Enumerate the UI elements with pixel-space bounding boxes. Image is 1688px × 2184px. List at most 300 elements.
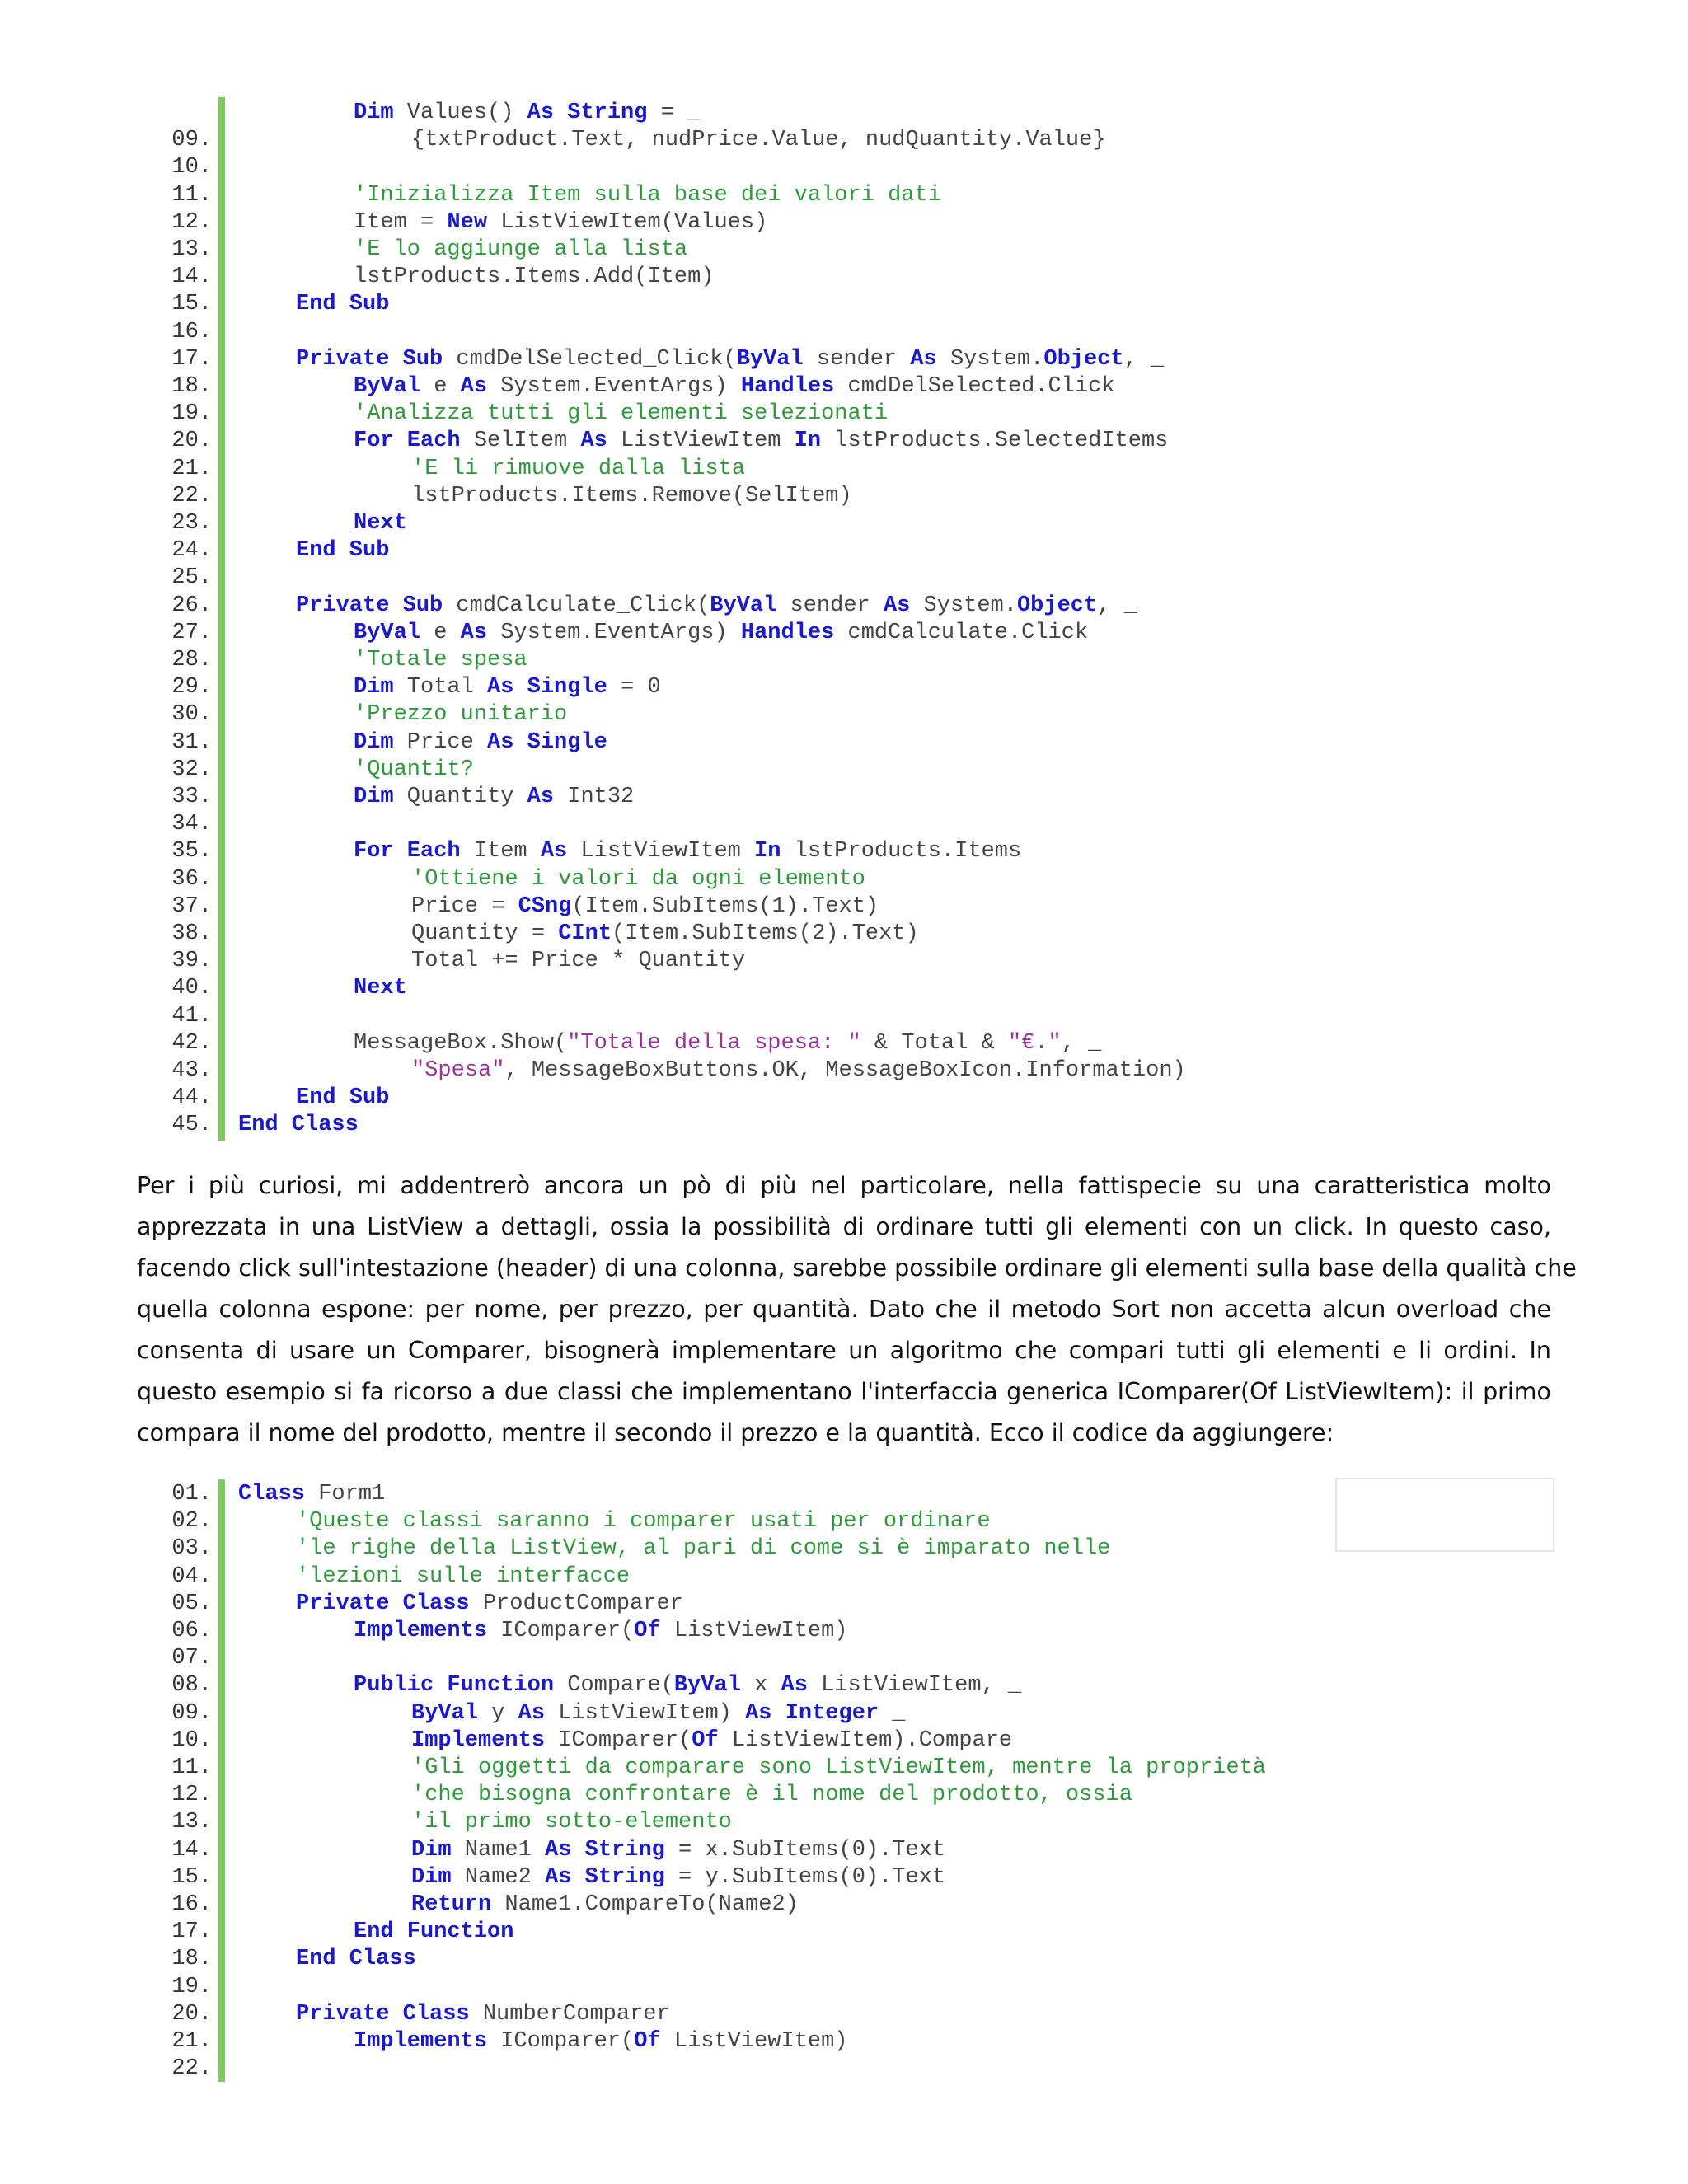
code-token: IComparer(: [487, 2029, 635, 2054]
code-keyword: Next: [354, 511, 407, 536]
code-keyword: End Function: [354, 1919, 514, 1945]
code-text: [354, 237, 687, 264]
line-number: 13.: [171, 237, 212, 262]
code-line: [0, 1563, 1688, 1591]
line-number: 05.: [171, 1591, 212, 1616]
code-text: [411, 1700, 906, 1727]
code-token: MessageBox.Show(: [354, 1030, 568, 1056]
code-token: ListViewItem(Values): [487, 209, 768, 235]
code-line: [0, 975, 1688, 1002]
code-token: Compare(: [554, 1673, 674, 1699]
line-number: 11.: [171, 1755, 212, 1780]
code-token: lstProducts.Items.Add(Item): [354, 265, 715, 290]
code-line: [0, 456, 1688, 483]
code-text: [296, 537, 389, 565]
code-line: [0, 1672, 1688, 1699]
code-keyword: As: [781, 1673, 808, 1699]
line-number: 13.: [171, 1810, 212, 1835]
code-keyword: New: [447, 209, 488, 235]
code-text: [354, 975, 407, 1002]
code-token: , MessageBoxButtons.OK, MessageBoxIcon.Information): [504, 1058, 1186, 1083]
line-number: 01.: [171, 1482, 212, 1507]
code-token: System.EventArgs): [487, 374, 741, 399]
code-line: [0, 1112, 1688, 1139]
paragraph-line: Per i più curiosi, mi addentrerò ancora un pò di più nel particolare, nella fattispecie su una caratteristica molto: [137, 1172, 1551, 1199]
line-number: 18.: [171, 1947, 212, 1972]
code-token: Name1: [451, 1837, 546, 1863]
code-keyword: Implements: [354, 1619, 488, 1643]
code-comment: 'che bisogna confrontare è il nome del prodotto, ossia: [411, 1783, 1132, 1808]
code-text: [354, 729, 607, 757]
code-keyword: Dim: [354, 101, 394, 125]
code-token: , _: [1061, 1030, 1102, 1056]
code-token: Item: [460, 839, 541, 865]
line-number: 16.: [171, 319, 212, 344]
code-token: IComparer(: [545, 1727, 692, 1753]
line-number: 03.: [171, 1536, 212, 1562]
code-token: = x.SubItems(0).Text: [664, 1837, 946, 1863]
code-comment: 'Ottiene i valori da ogni elemento: [411, 866, 865, 892]
code-keyword: Dim: [354, 785, 394, 809]
line-number: 09.: [171, 128, 212, 153]
code-keyword: Of: [634, 2029, 661, 2054]
code-token: Quantity: [393, 785, 528, 809]
code-keyword: Dim: [354, 729, 394, 755]
code-text: [354, 701, 567, 729]
code-text: [354, 674, 661, 701]
code-keyword: CInt: [558, 921, 612, 946]
line-number: 34.: [171, 812, 212, 837]
paragraph-line: apprezzata in una ListView a dettagli, ossia la possibilità di ordinare tutti gli elementi con un click. In questo caso,: [137, 1213, 1551, 1240]
line-number: 14.: [171, 265, 212, 290]
code-keyword: Private Sub: [296, 346, 443, 372]
code-token: cmdCalculate.Click: [834, 620, 1089, 645]
code-text: [411, 1057, 1186, 1085]
code-keyword: As: [540, 839, 568, 865]
code-token: = _: [647, 101, 701, 125]
code-line: [0, 1700, 1688, 1727]
code-line: [0, 729, 1688, 757]
code-keyword: Single: [527, 729, 607, 755]
code-line: [0, 1974, 1688, 2001]
code-token: Quantity =: [411, 921, 559, 946]
code-line: [0, 2055, 1688, 2083]
code-line: [0, 1591, 1688, 1618]
code-text: [411, 1782, 1132, 1809]
code-token: ListViewItem, _: [807, 1673, 1022, 1699]
line-number: 25.: [171, 565, 212, 591]
code-token: [513, 675, 527, 700]
code-token: Values(): [393, 101, 528, 125]
code-keyword: Dim: [411, 1864, 452, 1890]
line-number: 22.: [171, 2056, 212, 2082]
code-line: [0, 346, 1688, 373]
code-token: [771, 1701, 785, 1726]
code-keyword: Object: [1016, 593, 1098, 618]
code-keyword: As: [580, 429, 607, 454]
code-token: System.: [936, 346, 1044, 372]
code-text: [296, 1563, 630, 1591]
line-number: 20.: [171, 429, 212, 454]
code-text: [296, 291, 389, 318]
line-number: 19.: [171, 1974, 212, 1999]
code-line: [0, 100, 1688, 127]
line-number: 42.: [171, 1030, 212, 1056]
code-line: [0, 1919, 1688, 1946]
code-text: [354, 1672, 1021, 1699]
line-number: 24.: [171, 538, 212, 564]
line-number: 11.: [171, 182, 212, 208]
code-text: [411, 1809, 732, 1836]
code-text: [354, 838, 1021, 865]
code-token: lstProducts.Items: [781, 839, 1022, 865]
code-line: [0, 537, 1688, 565]
code-text: [411, 893, 879, 921]
line-number: 17.: [171, 1919, 212, 1945]
code-token: ListViewItem: [607, 429, 795, 454]
line-number: 40.: [171, 976, 212, 1001]
code-line: [0, 154, 1688, 181]
code-keyword: As: [883, 593, 911, 618]
code-text: [411, 127, 1106, 154]
code-keyword: CSng: [518, 893, 572, 919]
code-token: [513, 730, 527, 755]
line-number: 45.: [171, 1113, 212, 1138]
line-number: 35.: [171, 839, 212, 865]
code-keyword: String: [584, 1837, 665, 1863]
code-comment: 'Prezzo unitario: [354, 702, 568, 728]
line-number: 04.: [171, 1563, 212, 1589]
line-number: 16.: [171, 1892, 212, 1917]
code-line: [0, 2001, 1688, 2028]
line-number: 10.: [171, 155, 212, 180]
code-text: [354, 373, 1115, 401]
code-keyword: As: [910, 346, 937, 372]
code-text: [296, 2001, 670, 2028]
code-token: sender: [776, 593, 884, 618]
code-keyword: Handles: [740, 374, 835, 399]
code-keyword: Dim: [354, 675, 394, 701]
code-line: [0, 647, 1688, 674]
code-token: lstProducts.SelectedItems: [821, 429, 1169, 454]
code-token: _: [879, 1700, 906, 1726]
code-text: [354, 182, 941, 209]
code-line: [0, 127, 1688, 154]
code-line: [0, 428, 1688, 455]
code-line: [0, 182, 1688, 209]
code-line: [0, 893, 1688, 921]
code-comment: 'le righe della ListView, al pari di come si è imparato nelle: [296, 1536, 1111, 1562]
code-token: Int32: [554, 785, 635, 809]
line-number: 02.: [171, 1509, 212, 1535]
line-number: 39.: [171, 949, 212, 974]
empty-box: [1335, 1478, 1554, 1552]
code-line: [0, 1864, 1688, 1891]
code-keyword: As: [745, 1700, 772, 1726]
code-text: [296, 346, 1164, 373]
code-string: "€.": [1007, 1030, 1062, 1056]
code-token: x: [740, 1673, 781, 1699]
line-number: 23.: [171, 511, 212, 536]
code-text: [238, 1481, 385, 1508]
code-keyword: Of: [692, 1727, 719, 1753]
code-text: [354, 100, 701, 127]
code-comment: 'E li rimuove dalla lista: [411, 456, 746, 481]
code-text: [411, 1864, 945, 1891]
code-text: [411, 1727, 1012, 1755]
code-token: [571, 1838, 584, 1863]
code-keyword: In: [794, 429, 822, 454]
line-number: 28.: [171, 648, 212, 673]
line-number: 09.: [171, 1700, 212, 1726]
code-keyword: End Class: [238, 1113, 359, 1138]
code-keyword: Object: [1043, 346, 1124, 372]
code-token: IComparer(: [487, 1619, 635, 1643]
code-line: [0, 1837, 1688, 1864]
code-keyword: As: [527, 785, 555, 809]
code-token: System.: [910, 593, 1017, 618]
code-keyword: As: [460, 620, 488, 645]
code-line: [0, 1946, 1688, 1973]
code-token: Name2: [451, 1864, 546, 1890]
code-text: [296, 1508, 991, 1535]
code-token: (Item.SubItems(1).Text): [571, 893, 879, 919]
code-text: [354, 1919, 513, 1946]
code-line: [0, 620, 1688, 647]
code-line: [0, 483, 1688, 510]
code-comment: 'lezioni sulle interfacce: [296, 1563, 631, 1589]
code-token: ListViewItem): [660, 2029, 848, 2054]
code-keyword: End Sub: [296, 292, 390, 317]
code-line: [0, 1809, 1688, 1836]
code-token: Total: [393, 675, 488, 701]
code-text: [296, 593, 1137, 620]
code-string: "Totale della spesa: ": [567, 1030, 861, 1056]
code-line: [0, 1782, 1688, 1809]
code-line: [0, 1057, 1688, 1085]
code-line: [0, 674, 1688, 701]
code-line: [0, 1645, 1688, 1672]
line-number: 19.: [171, 401, 212, 427]
code-line: [0, 866, 1688, 893]
code-keyword: Class: [238, 1482, 306, 1507]
code-token: Price =: [411, 893, 518, 919]
paragraph-line: quella colonna espone: per nome, per prezzo, per quantità. Dato che il metodo Sort non accetta alcun overload che: [137, 1296, 1551, 1323]
code-keyword: Private Class: [296, 2001, 470, 2027]
code-line: [0, 401, 1688, 428]
code-line: [0, 784, 1688, 811]
code-text: [354, 620, 1088, 647]
code-line: [0, 1030, 1688, 1057]
line-number: 33.: [171, 785, 212, 809]
code-token: , _: [1123, 346, 1165, 372]
line-number: 38.: [171, 921, 212, 946]
code-line: [0, 1727, 1688, 1755]
code-line: [0, 1755, 1688, 1782]
code-text: [354, 209, 767, 237]
code-token: NumberComparer: [469, 2001, 670, 2027]
code-line: [0, 838, 1688, 865]
code-line: [0, 948, 1688, 975]
code-token: cmdDelSelected.Click: [834, 374, 1115, 399]
code-token: Item =: [354, 209, 448, 235]
code-text: [411, 456, 745, 483]
line-number: 32.: [171, 757, 212, 782]
line-number: 18.: [171, 374, 212, 399]
line-number: 15.: [171, 292, 212, 317]
line-number: 15.: [171, 1864, 212, 1890]
code-line: [0, 237, 1688, 264]
code-keyword: Private Sub: [296, 593, 443, 618]
code-token: Total += Price * Quantity: [411, 949, 746, 974]
code-line: [0, 593, 1688, 620]
code-token: [554, 101, 567, 125]
code-text: [354, 510, 407, 537]
code-text: [296, 1946, 416, 1973]
code-text: [354, 1618, 848, 1645]
code-token: & Total &: [860, 1030, 1008, 1056]
code-keyword: Of: [634, 1619, 661, 1643]
line-number: 12.: [171, 209, 212, 235]
code-keyword: End Class: [296, 1947, 416, 1972]
code-text: [411, 1755, 1266, 1782]
line-number: 17.: [171, 346, 212, 372]
paragraph-line: facendo click sull'intestazione (header) di una colonna, sarebbe possibile ordinare gli elementi sulla base della qualità che: [137, 1254, 1577, 1282]
code-line: [0, 1891, 1688, 1919]
paragraph-line: compara il nome del prodotto, mentre il secondo il prezzo e la quantità. Ecco il codice da aggiungere:: [137, 1419, 1334, 1446]
code-keyword: Return: [411, 1892, 492, 1917]
paragraph-line: consenta di usare un Comparer, bisognerà implementare un algoritmo che compari tutti gli elementi e li ordini. In: [137, 1337, 1551, 1364]
code-text: [354, 784, 634, 811]
code-comment: 'Gli oggetti da comparare sono ListViewItem, mentre la proprietà: [411, 1755, 1266, 1780]
code-keyword: Next: [354, 976, 407, 1001]
code-text: [411, 483, 852, 510]
code-token: ListViewItem): [660, 1619, 848, 1643]
line-number: 44.: [171, 1085, 212, 1111]
code-token: {txtProduct.Text, nudPrice.Value, nudQuantity.Value}: [411, 128, 1106, 153]
code-keyword: End Sub: [296, 538, 390, 564]
code-keyword: For Each: [354, 429, 461, 454]
code-token: ListViewItem).Compare: [718, 1727, 1013, 1753]
code-keyword: ByVal: [411, 1700, 479, 1726]
code-comment: 'E lo aggiunge alla lista: [354, 237, 688, 262]
code-keyword: Private Class: [296, 1591, 470, 1616]
code-string: "Spesa": [411, 1058, 505, 1083]
code-text: [411, 948, 745, 975]
code-token: Form1: [305, 1482, 386, 1507]
code-text: [296, 1535, 1110, 1563]
code-line: [0, 1085, 1688, 1112]
code-keyword: Handles: [740, 620, 835, 645]
code-keyword: As: [487, 675, 514, 701]
code-line: [0, 565, 1688, 592]
code-line: [0, 209, 1688, 237]
code-token: = 0: [607, 675, 661, 701]
code-comment: 'Queste classi saranno i comparer usati per ordinare: [296, 1509, 991, 1535]
code-line: [0, 701, 1688, 729]
code-text: [354, 1030, 1101, 1057]
code-comment: 'Inizializza Item sulla base dei valori dati: [354, 182, 941, 208]
code-token: cmdCalculate_Click(: [443, 593, 710, 618]
line-number: 26.: [171, 593, 212, 618]
line-number: 31.: [171, 729, 212, 755]
code-text: [296, 1591, 683, 1618]
code-token: = y.SubItems(0).Text: [664, 1864, 946, 1890]
code-text: [238, 1112, 359, 1139]
code-keyword: For Each: [354, 839, 461, 865]
code-token: SelItem: [460, 429, 581, 454]
code-token: Name1.CompareTo(Name2): [491, 1892, 799, 1917]
code-line: [0, 373, 1688, 401]
code-comment: 'il primo sotto-elemento: [411, 1810, 732, 1835]
line-number: 07.: [171, 1646, 212, 1671]
code-comment: 'Quantit?: [354, 757, 474, 782]
code-keyword: Implements: [411, 1727, 546, 1753]
code-line: [0, 757, 1688, 784]
line-number: 41.: [171, 1003, 212, 1029]
code-keyword: As: [487, 729, 514, 755]
code-keyword: Dim: [411, 1837, 452, 1863]
code-token: ProductComparer: [469, 1591, 683, 1616]
code-keyword: ByVal: [736, 346, 804, 372]
code-text: [296, 1085, 389, 1112]
code-keyword: ByVal: [710, 593, 777, 618]
line-number: 12.: [171, 1783, 212, 1808]
code-token: (Item.SubItems(2).Text): [612, 921, 919, 946]
line-number: 20.: [171, 2001, 212, 2027]
code-token: [571, 1865, 584, 1890]
line-number: 21.: [171, 456, 212, 481]
code-keyword: ByVal: [673, 1673, 741, 1699]
code-keyword: As: [460, 374, 488, 399]
code-keyword: End Sub: [296, 1085, 390, 1111]
code-keyword: Single: [527, 675, 607, 701]
line-number: 37.: [171, 893, 212, 919]
line-number: 30.: [171, 702, 212, 728]
line-number: 43.: [171, 1058, 212, 1083]
code-keyword: In: [754, 839, 781, 865]
line-number: 21.: [171, 2029, 212, 2054]
code-keyword: ByVal: [354, 620, 421, 645]
line-number: 36.: [171, 866, 212, 892]
line-number: 06.: [171, 1619, 212, 1643]
code-line: [0, 2028, 1688, 2055]
code-token: System.EventArgs): [487, 620, 741, 645]
code-text: [411, 921, 919, 948]
paragraph-line: questo esempio si fa ricorso a due classi che implementano l'interfaccia generica IComparer(Of ListViewItem): il primo: [137, 1378, 1551, 1405]
code-token: Price: [393, 729, 488, 755]
code-line: [0, 921, 1688, 948]
code-token: , _: [1097, 593, 1137, 618]
line-number: 29.: [171, 675, 212, 701]
code-text: [354, 401, 888, 428]
code-line: [0, 811, 1688, 838]
code-text: [354, 264, 714, 291]
code-keyword: Integer: [785, 1700, 879, 1726]
code-token: sender: [803, 346, 911, 372]
code-text: [354, 2028, 848, 2055]
code-keyword: As: [518, 1700, 546, 1726]
code-text: [354, 757, 474, 784]
code-text: [411, 1837, 945, 1864]
code-token: cmdDelSelected_Click(: [443, 346, 737, 372]
code-token: ListViewItem: [567, 839, 755, 865]
code-text: [354, 428, 1168, 455]
code-text: [411, 866, 865, 893]
code-comment: 'Totale spesa: [354, 648, 528, 673]
code-text: [411, 1891, 799, 1919]
code-keyword: As: [527, 101, 555, 125]
